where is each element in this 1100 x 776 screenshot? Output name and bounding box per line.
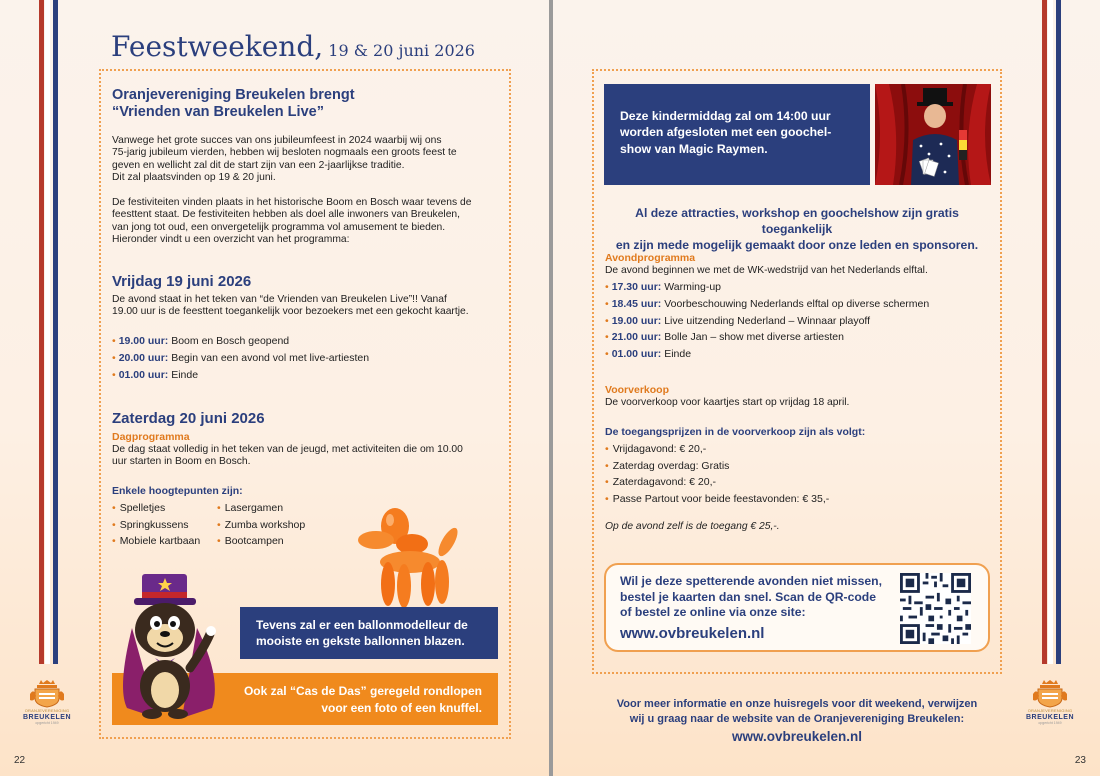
text-line: Dit zal plaatsvinden op 19 & 20 juni. — [112, 172, 276, 184]
logo-top-text: ORANJEVERENIGING — [24, 708, 70, 713]
qr-text — [620, 574, 882, 621]
list-item: • Bootcampen — [217, 535, 284, 548]
page-title — [111, 30, 475, 63]
flag-stripe-red — [39, 0, 44, 664]
oranjevereniging-logo — [1025, 680, 1075, 725]
highlights-list-col1 — [112, 500, 200, 550]
schedule-item: • 20.00 uur: Begin van een avond vol met live-artiesten — [112, 352, 370, 364]
cas-de-das-mascot-icon — [112, 568, 232, 720]
magician-image-icon — [875, 84, 991, 185]
saturday-heading: Zaterdag 20 juni 2026 — [112, 410, 265, 427]
list-item: • Zaterdagavond: € 20,- — [605, 476, 717, 489]
schedule-item: • 01.00 uur: Einde — [112, 369, 199, 381]
list-item: • Zaterdag overdag: Gratis — [605, 459, 730, 472]
highlights-list-col2 — [217, 500, 305, 550]
flag-stripe-blue — [53, 0, 58, 664]
text-line: Al deze attracties, workshop en goochelshow zijn gratis toegankelijk — [635, 206, 959, 236]
list-item: • Passe Partout voor beide feestavonden: € 35,- — [605, 493, 830, 506]
list-item: • Spelletjes — [112, 502, 166, 514]
highlights-heading: Enkele hoogtepunten zijn: — [112, 485, 243, 497]
intro-paragraph-2 — [112, 197, 498, 247]
flag-stripe-white — [1048, 0, 1053, 664]
text-line: show van Magic Raymen. — [620, 141, 768, 156]
intro-paragraph-1 — [112, 135, 498, 185]
list-item: • Lasergamen — [217, 502, 284, 514]
logo-subtext: opgericht 1949 — [35, 721, 59, 725]
logo-name: BREUKELEN — [1025, 714, 1075, 721]
magician-photo — [875, 84, 991, 185]
list-item: • Zumba workshop — [217, 518, 306, 531]
text-line: 75-jarig jubileum vierden, hebben wij besloten nogmaals een groots feest te — [112, 147, 457, 159]
qr-code-icon[interactable] — [900, 573, 971, 644]
saturday-intro — [112, 444, 498, 469]
logo-subtext: opgericht 1949 — [1038, 721, 1062, 725]
page-number: 23 — [1074, 755, 1086, 766]
footer-website-link[interactable]: www.ovbreukelen.nl — [731, 729, 863, 744]
schedule-item: • 21.00 uur: Bolle Jan – show met diverse artiesten — [605, 331, 844, 344]
flag-stripe-white — [45, 0, 50, 664]
voorverkoop-text: De voorverkoop voor kaartjes start op vrijdag 18 april. — [605, 397, 850, 408]
schedule-item: • 17.30 uur: Warming-up — [605, 281, 722, 293]
text-line: Ook zal “Cas de Das” geregeld rondlopen — [243, 684, 482, 698]
oranjevereniging-logo — [22, 680, 72, 725]
magic-show-callout — [604, 84, 870, 185]
brand-heading — [112, 87, 498, 121]
schedule-item: • 19.00 uur: Live uitzending Nederland – Winnaar playoff — [605, 314, 871, 327]
prices-heading: De toegangsprijzen in de voorverkoop zijn als volgt: — [605, 426, 866, 438]
schedule-item: • 01.00 uur: Einde — [605, 348, 692, 361]
text-line: Voor meer informatie en onze huisregels voor dit weekend, verwijzen — [616, 698, 978, 710]
list-item: • Mobiele kartbaan — [112, 535, 201, 548]
text-line: bestel je kaarten dan snel. Scan de QR-code — [620, 589, 877, 604]
text-line: Wil je deze spetterende avonden niet missen, — [620, 574, 882, 588]
prices-list — [605, 441, 829, 508]
door-price-note: Op de avond zelf is de toegang € 25,-. — [605, 521, 780, 532]
friday-heading: Vrijdag 19 juni 2026 — [112, 273, 252, 290]
text-line: of bestel ze online via onze site: — [620, 605, 806, 619]
logo-top-text: ORANJEVERENIGING — [1027, 708, 1073, 713]
friday-schedule — [112, 333, 369, 384]
text-line: en zijn mede mogelijk gemaakt door onze leden en sponsoren. — [615, 238, 979, 252]
text-line: uur starten in Boom en Bosch. — [112, 456, 251, 468]
qr-order-box — [604, 563, 990, 652]
text-line: feesttent staat. De festiviteiten hebben als doel alle inwoners van Breukelen, — [112, 209, 461, 221]
schedule-item: • 19.00 uur: Boom en Bosch geopend — [112, 335, 290, 347]
avond-schedule — [605, 279, 929, 363]
text-line: De dag staat volledig in het teken van de jeugd, met activiteiten die om 10.00 — [112, 444, 463, 455]
page-number: 22 — [14, 755, 26, 766]
logo-name: BREUKELEN — [22, 714, 72, 721]
title-main: Feestweekend, — [111, 30, 324, 63]
brand-line-1: Oranjevereniging Breukelen brengt — [112, 87, 355, 103]
title-date: 19 & 20 juni 2026 — [328, 41, 475, 60]
text-line: Vanwege het grote succes van ons jubileumfeest in 2024 waarbij wij ons — [112, 135, 442, 146]
left-page — [0, 0, 549, 776]
text-line: Deze kindermiddag zal om 14:00 uur — [620, 109, 831, 123]
text-line: De festiviteiten vinden plaats in het historische Boom en Bosch waar tevens de — [112, 197, 472, 208]
list-item: • Vrijdagavond: € 20,- — [605, 443, 707, 455]
flag-stripe-blue — [1056, 0, 1061, 664]
free-access-note — [604, 205, 990, 253]
crest-icon — [27, 680, 67, 708]
text-line: voor een foto of een knuffel. — [321, 701, 482, 715]
voorverkoop-label: Voorverkoop — [605, 384, 669, 396]
schedule-item: • 18.45 uur: Voorbeschouwing Nederlands elftal op diverse schermen — [605, 297, 930, 310]
balloon-callout — [240, 607, 498, 659]
dagprogramma-label: Dagprogramma — [112, 431, 190, 443]
text-line: Tevens zal er een ballonmodelleur de — [256, 618, 468, 632]
friday-intro — [112, 294, 498, 319]
avond-intro: De avond beginnen we met de WK-wedstrijd van het Nederlands elftal. — [605, 265, 928, 276]
text-line: van jong tot oud, een onvergetelijk programma vol amusement te bieden. — [112, 221, 446, 233]
text-line: wij u graag naar de website van de Oranjevereniging Breukelen: — [629, 713, 965, 725]
text-line: 19.00 uur is de feesttent toegankelijk voor bezoekers met een gekocht kaartje. — [112, 306, 469, 318]
brand-line-2: “Vrienden van Breukelen Live” — [112, 104, 324, 120]
text-line: De avond staat in het teken van “de Vrienden van Breukelen Live”!! Vanaf — [112, 294, 447, 305]
balloon-dog-icon — [340, 504, 465, 614]
text-line: worden afgesloten met een goochel- — [620, 125, 832, 140]
text-line: Hieronder vindt u een overzicht van het programma: — [112, 234, 350, 246]
flag-stripe-red — [1042, 0, 1047, 664]
avondprogramma-label: Avondprogramma — [605, 252, 696, 264]
website-link[interactable]: www.ovbreukelen.nl — [620, 625, 765, 642]
footer-info — [592, 697, 1002, 744]
list-item: • Springkussens — [112, 518, 189, 531]
text-line: geven en wellicht zal dit de start zijn van een 2-jaarlijkse traditie. — [112, 159, 405, 171]
crest-icon — [1030, 680, 1070, 708]
text-line: mooiste en gekste ballonnen blazen. — [256, 634, 465, 648]
